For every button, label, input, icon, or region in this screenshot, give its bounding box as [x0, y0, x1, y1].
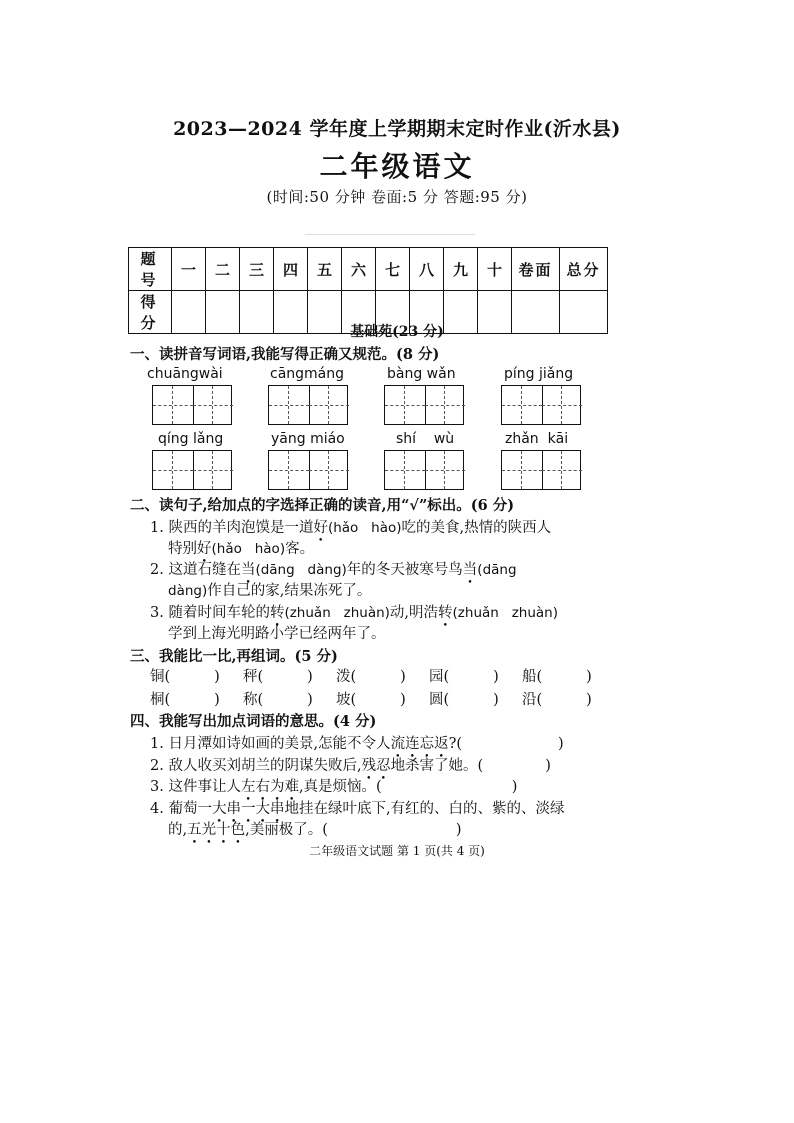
paren: ( [443, 669, 450, 685]
q3-item[interactable] [336, 687, 429, 710]
paren: ) [214, 692, 220, 708]
q2-sentence-1b [168, 537, 314, 558]
dotted-char: 一 [240, 801, 256, 817]
score-col-neatness: 卷面 [512, 248, 560, 291]
char: 沿 [522, 692, 537, 708]
text: 吃的美食,热情的陕西人 [401, 520, 552, 536]
q3-item[interactable] [243, 664, 336, 687]
text: ,真是烦恼。( [298, 779, 382, 795]
paren: ) [214, 669, 220, 685]
dotted-char: 好 [313, 520, 328, 536]
q3-item[interactable] [243, 687, 336, 710]
text: 3. 随着时间车轮的 [150, 605, 270, 621]
paren: ) [493, 669, 499, 685]
q4-sentence-2 [150, 754, 551, 775]
exam-title: 2023—2024 学年度上学期期末定时作业(沂水县) [173, 118, 621, 140]
q3-heading: 三、我能比一比,再组词。(5 分) [130, 648, 338, 665]
q2-heading: 二、读句子,给加点的字选择正确的读音,用“√”标出。(6 分) [130, 497, 515, 514]
q4-sentence-4a [150, 797, 565, 818]
q1-pinyin-7: shí wù [396, 431, 455, 447]
score-col-total: 总分 [560, 248, 608, 291]
dotted-char: 流 [390, 736, 406, 752]
dotted-char: 当 [240, 562, 256, 578]
q3-item[interactable] [429, 687, 522, 710]
paren: ) [307, 669, 313, 685]
text: 3. 这件事让人 [150, 779, 241, 795]
dotted-char: 为 [269, 779, 285, 795]
score-col-4: 四 [274, 248, 308, 291]
dotted-char: 大 [211, 801, 227, 817]
text: 客。 [285, 541, 315, 557]
paren: ( [350, 669, 357, 685]
q4-sentence-1 [150, 732, 564, 753]
dotted-char: 十 [216, 822, 231, 838]
text: 作自己的家,结果冻死了。 [207, 583, 372, 599]
dotted-char: 残 [361, 758, 377, 774]
dotted-char: 光 [201, 822, 217, 838]
score-col-7: 七 [376, 248, 410, 291]
text: 动,明浩 [389, 605, 439, 621]
q3-item[interactable] [522, 664, 615, 687]
score-col-3: 三 [240, 248, 274, 291]
score-col-2: 二 [206, 248, 240, 291]
q2-sentence-2b [168, 579, 371, 600]
q3-item[interactable] [150, 664, 243, 687]
q4-heading: 四、我能写出加点词语的意思。(4 分) [130, 713, 377, 730]
paren: ( [350, 692, 357, 708]
dotted-char: 好 [197, 541, 212, 557]
text: 年的冬天被寒号鸟 [346, 562, 463, 578]
pinyin-choice[interactable]: (zhuǎn zhuàn) [452, 605, 558, 621]
pinyin-choice[interactable]: (zhuǎn zhuàn) [284, 605, 390, 621]
q1-pinyin-3: bàng wǎn [387, 366, 456, 382]
dotted-char: 左 [240, 779, 256, 795]
pinyin-choice[interactable]: (dāng [477, 562, 517, 578]
text: 2. 这道石缝在 [150, 562, 241, 578]
paren: ( [536, 692, 543, 708]
dotted-char: 色 [230, 822, 246, 838]
text: 4. 葡萄一 [150, 801, 212, 817]
char: 桐 [150, 692, 165, 708]
dotted-char: 串 [226, 801, 241, 817]
char: 船 [522, 669, 537, 685]
dotted-char: 转 [269, 605, 285, 621]
score-col-1: 一 [172, 248, 206, 291]
writing-grid[interactable] [152, 385, 232, 425]
q1-pinyin-4: píng jiǎng [504, 366, 574, 382]
text: 1. 日月潭如诗如画的美景,怎能不令人 [150, 736, 391, 752]
divider [305, 234, 475, 235]
text: 1. 陕西的羊肉泡馍是一道 [150, 520, 314, 536]
q1-pinyin-1: chuāngwài [147, 366, 223, 382]
pinyin-choice[interactable]: (hǎo hào) [211, 541, 286, 557]
q1-pinyin-6: yāng miáo [271, 431, 345, 447]
paren: ) [586, 669, 592, 685]
writing-grid[interactable] [152, 450, 232, 490]
paren: ) [400, 692, 406, 708]
char: 铜 [150, 669, 165, 685]
q3-item[interactable] [336, 664, 429, 687]
score-col-6: 六 [342, 248, 376, 291]
dotted-char: 忍 [376, 758, 391, 774]
paren: ) [545, 758, 551, 774]
paren: ) [586, 692, 592, 708]
q2-sentence-3b: 学到上海光明路小学已经两年了。 [168, 626, 386, 642]
paren: ( [443, 692, 450, 708]
section-title: 基础苑(23 分) [350, 324, 444, 340]
paren: ( [164, 692, 171, 708]
q1-pinyin-2: cāngmáng [270, 366, 345, 382]
q1-pinyin-8: zhǎn kāi [505, 431, 569, 447]
text: 地挂在绿叶底下,有红的、白的、紫的、淡绿 [284, 801, 565, 817]
dotted-char: 返 [434, 736, 449, 752]
char: 秤 [243, 669, 258, 685]
text: 地杀害了她。( [390, 758, 484, 774]
pinyin-choice[interactable]: dàng) [168, 583, 208, 599]
paren: ( [257, 669, 264, 685]
text: ,美丽极了。( [245, 822, 328, 838]
paren: ) [558, 736, 564, 752]
writing-grid[interactable] [384, 450, 464, 490]
dotted-char: 大 [255, 801, 270, 817]
dotted-char: 转 [438, 605, 453, 621]
exam-subject: 二年级语文 [319, 150, 475, 183]
dotted-char: 难 [284, 779, 299, 795]
score-col-10: 十 [478, 248, 512, 291]
paren: ) [307, 692, 313, 708]
q1-pinyin-5: qíng lǎng [158, 431, 224, 447]
dotted-char: 串 [269, 801, 285, 817]
dotted-char: 右 [255, 779, 270, 795]
pinyin-choice[interactable]: (dāng dàng) [255, 562, 347, 578]
writing-grid[interactable] [268, 385, 348, 425]
q4-sentence-4b [168, 818, 462, 839]
dotted-char: 忘 [419, 736, 435, 752]
page-footer: 二年级语文试题 第 1 页(共 4 页) [309, 844, 485, 858]
score-table-row2-label: 得 分 [129, 291, 172, 334]
dotted-char: 五 [187, 822, 202, 838]
paren: ( [164, 669, 171, 685]
exam-time-info: (时间:50 分钟 卷面:5 分 答题:95 分) [266, 188, 528, 206]
q2-sentence-2a [150, 558, 517, 579]
paren: ) [511, 779, 518, 795]
text: 特别 [168, 541, 197, 557]
paren: ) [493, 692, 499, 708]
writing-grid[interactable] [268, 450, 348, 490]
text: 2. 敌人收买刘胡兰的阴谋失败后, [150, 758, 362, 774]
paren: ( [536, 669, 543, 685]
q1-heading: 一、读拼音写词语,我能写得正确又规范。(8 分) [130, 346, 440, 363]
char: 园 [429, 669, 444, 685]
char: 称 [243, 692, 258, 708]
q3-compare-table [150, 664, 615, 710]
text: 的, [168, 822, 188, 838]
paren: ) [400, 669, 406, 685]
char: 泼 [336, 669, 351, 685]
q3-item[interactable] [522, 687, 615, 710]
q4-sentence-3 [150, 775, 517, 796]
q2-sentence-3a [150, 601, 558, 622]
dotted-char: 当 [462, 562, 478, 578]
score-table-row1-label: 题 号 [129, 248, 172, 291]
q3-item[interactable] [429, 664, 522, 687]
writing-grid[interactable] [384, 385, 464, 425]
dotted-char: 连 [405, 736, 420, 752]
score-table-header-row [129, 248, 608, 291]
paren: ) [455, 822, 462, 838]
writing-grid[interactable] [501, 385, 581, 425]
text: ?( [448, 736, 462, 752]
q3-item[interactable] [150, 687, 243, 710]
char: 圆 [429, 692, 444, 708]
score-col-9: 九 [444, 248, 478, 291]
paren: ( [257, 692, 264, 708]
pinyin-choice[interactable]: (hǎo hào) [327, 520, 402, 536]
score-col-8: 八 [410, 248, 444, 291]
writing-grid[interactable] [501, 450, 581, 490]
char: 坡 [336, 692, 351, 708]
q2-sentence-1a [150, 516, 551, 537]
score-col-5: 五 [308, 248, 342, 291]
